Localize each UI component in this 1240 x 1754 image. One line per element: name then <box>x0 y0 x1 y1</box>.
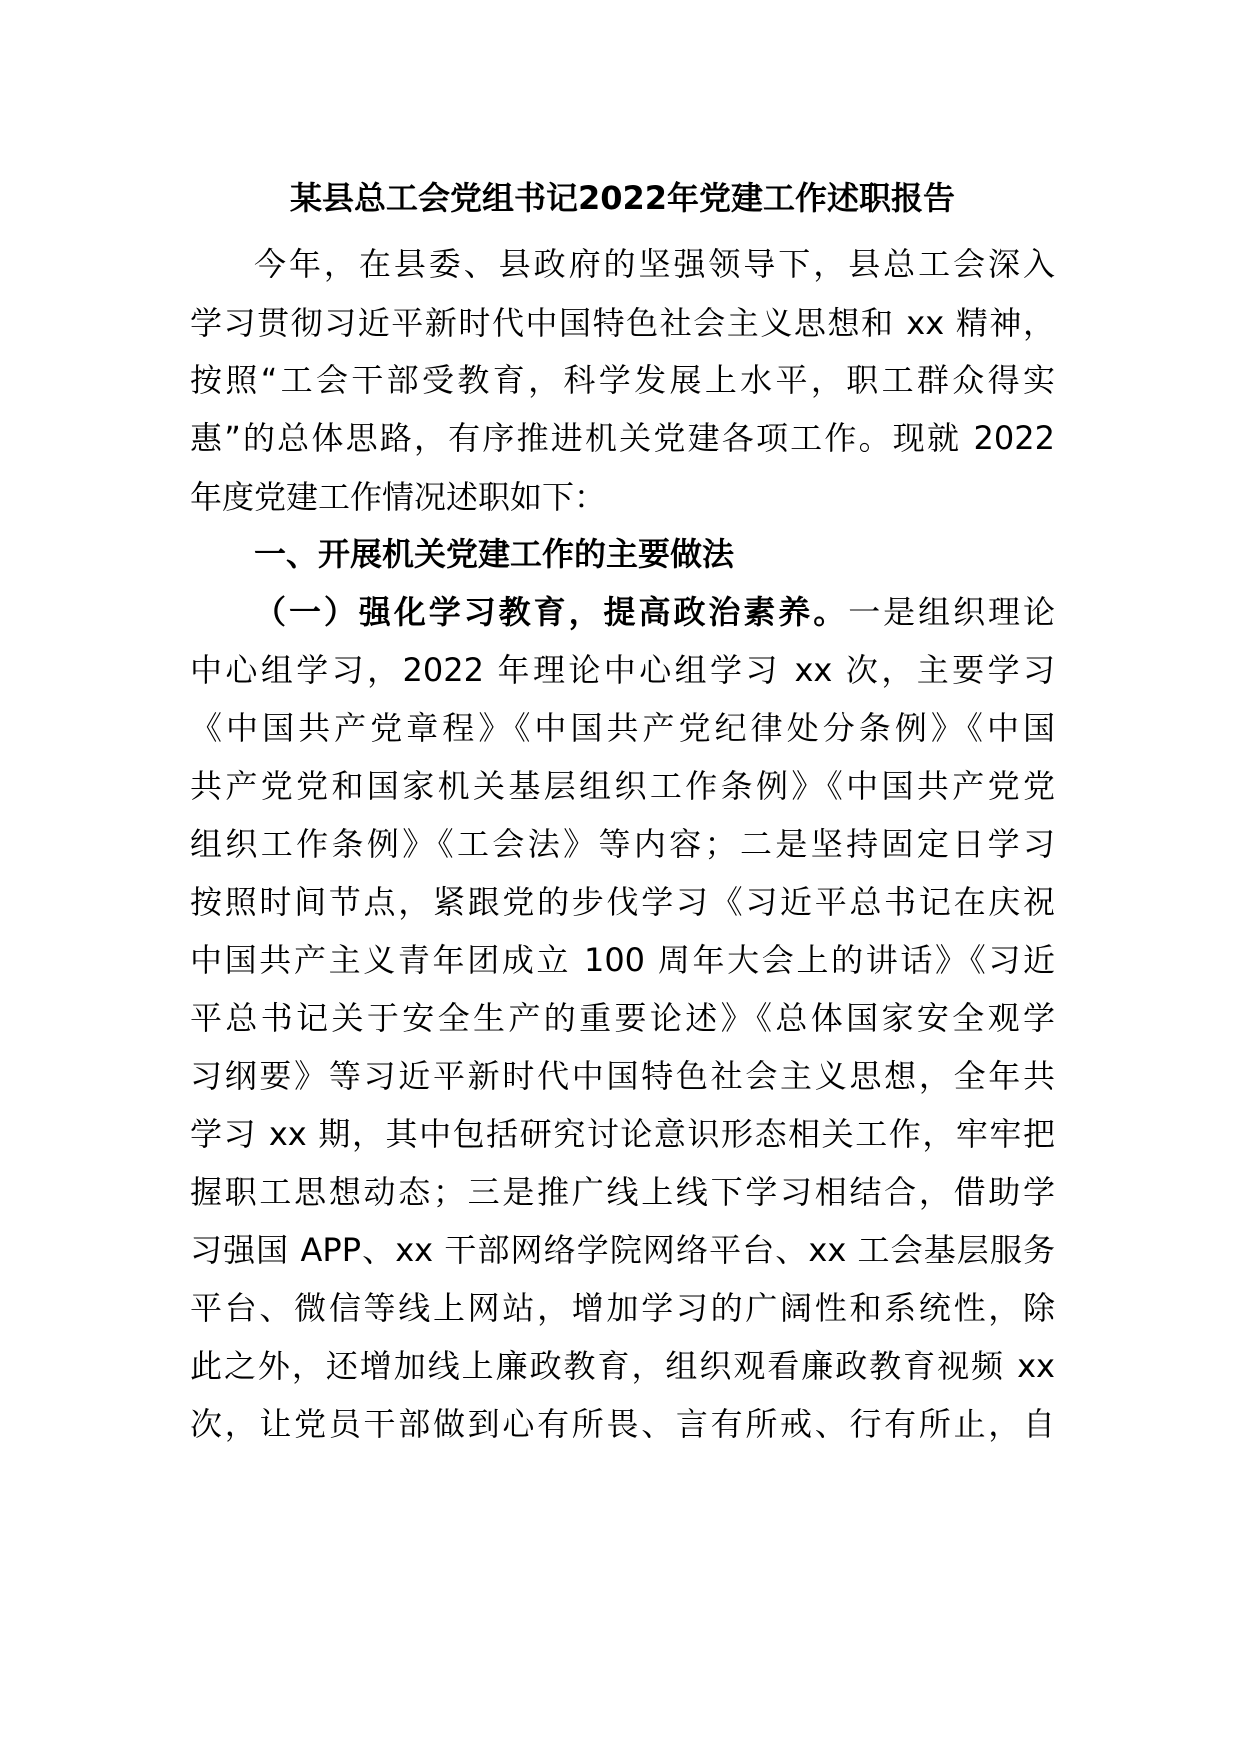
body-line: 《中国共产党章程》《中国共产党纪律处分条例》《中国 <box>190 709 1055 747</box>
body-line: 习纲要》等习近平新时代中国特色社会主义思想，全年共 <box>190 1057 1055 1095</box>
document-page <box>190 0 1055 1754</box>
body-line: 中心组学习，2022 年理论中心组学习 xx 次，主要学习 <box>190 651 1055 689</box>
body-line: 次，让党员干部做到心有所畏、言有所戒、行有所止，自 <box>190 1405 1055 1443</box>
intro-line: 按照“工会干部受教育，科学发展上水平，职工群众得实 <box>190 361 1055 399</box>
intro-line: 年度党建工作情况述职如下： <box>190 478 607 516</box>
body-line: 习强国 APP、xx 干部网络学院网络平台、xx 工会基层服务 <box>190 1231 1055 1269</box>
body-line: 学习 xx 期，其中包括研究讨论意识形态相关工作，牢牢把 <box>190 1115 1055 1153</box>
intro-line: 惠”的总体思路，有序推进机关党建各项工作。现就 2022 <box>190 419 1055 457</box>
section-heading: 一、开展机关党建工作的主要做法 <box>254 535 735 573</box>
body-line: 共产党党和国家机关基层组织工作条例》《中国共产党党 <box>190 767 1055 805</box>
body-line: 平总书记关于安全生产的重要论述》《总体国家安全观学 <box>190 999 1055 1037</box>
body-line: 中国共产主义青年团成立 100 周年大会上的讲话》《习近 <box>190 941 1055 979</box>
body-line: 按照时间节点，紧跟党的步伐学习《习近平总书记在庆祝 <box>190 883 1055 921</box>
subsection-heading: （一）强化学习教育，提高政治素养。 <box>254 593 849 631</box>
subsection-first-text: 一是组织理论 <box>848 593 1055 631</box>
body-line: 握职工思想动态；三是推广线上线下学习相结合，借助学 <box>190 1173 1055 1211</box>
subsection-first-line <box>254 586 1055 638</box>
intro-line: 学习贯彻习近平新时代中国特色社会主义思想和 xx 精神， <box>190 304 1055 342</box>
intro-line: 今年，在县委、县政府的坚强领导下，县总工会深入 <box>254 245 1055 283</box>
body-line: 平台、微信等线上网站，增加学习的广阔性和系统性，除 <box>190 1289 1055 1327</box>
body-line: 组织工作条例》《工会法》等内容；二是坚持固定日学习 <box>190 825 1055 863</box>
document-title: 某县总工会党组书记2022年党建工作述职报告 <box>289 179 956 217</box>
body-line: 此之外，还增加线上廉政教育，组织观看廉政教育视频 xx <box>190 1347 1055 1385</box>
